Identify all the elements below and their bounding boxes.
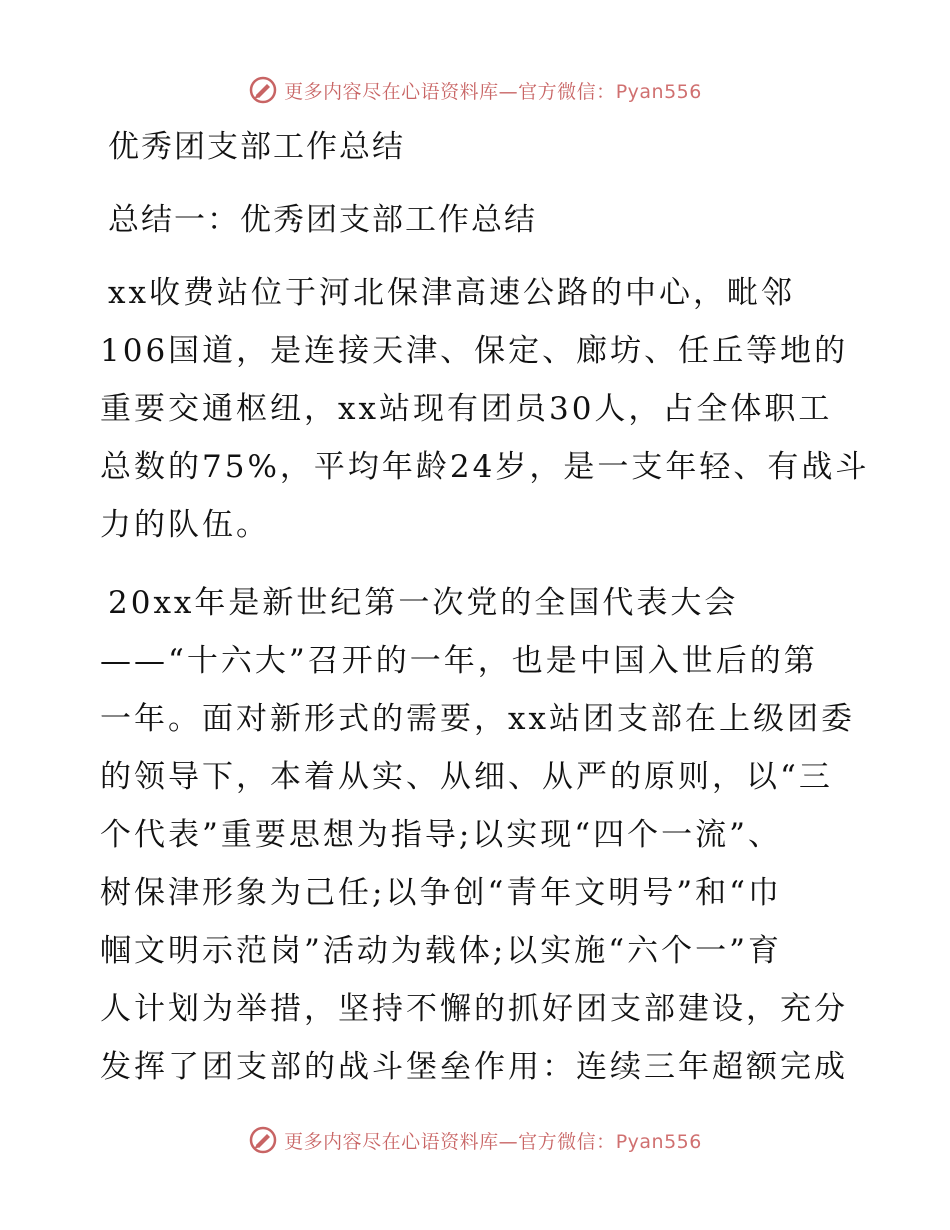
document-title: 优秀团支部工作总结: [108, 129, 405, 165]
paragraph-line: xx收费站位于河北保津高速公路的中心，毗邻: [108, 275, 795, 311]
paragraph-line: 力的队伍。: [100, 507, 270, 543]
paragraph-line: 一年。面对新形式的需要，xx站团支部在上级团委: [100, 701, 855, 737]
paragraph-line: 20xx年是新世纪第一次党的全国代表大会: [108, 585, 739, 621]
paragraph-line: 个代表”重要思想为指导;以实现“四个一流”、: [100, 817, 782, 853]
paragraph-line: 重要交通枢纽，xx站现有团员30人，占全体职工: [100, 391, 833, 427]
watermark-text: 更多内容尽在心语资料库—官方微信：Pyan556: [284, 80, 702, 103]
brand-logo-icon: [248, 1125, 278, 1155]
paragraph-line: 总数的75%，平均年龄24岁，是一支年轻、有战斗: [100, 449, 870, 485]
document-subtitle: 总结一：优秀团支部工作总结: [108, 202, 537, 238]
footer-watermark: [0, 1120, 950, 1160]
paragraph-line: 帼文明示范岗”活动为载体;以实施“六个一”育: [100, 933, 782, 969]
paragraph-line: 的领导下，本着从实、从细、从严的原则，以“三: [100, 759, 833, 795]
paragraph-line: 树保津形象为己任;以争创“青年文明号”和“巾: [100, 875, 782, 911]
paragraph-line: 人计划为举措，坚持不懈的抓好团支部建设，充分: [100, 991, 848, 1027]
watermark-group: [248, 1125, 702, 1155]
watermark-text: 更多内容尽在心语资料库—官方微信：Pyan556: [284, 1130, 702, 1153]
paragraph-line: 发挥了团支部的战斗堡垒作用：连续三年超额完成: [100, 1049, 848, 1085]
paragraph-line: ——“十六大”召开的一年，也是中国入世后的第: [100, 643, 818, 679]
document-body: [100, 120, 870, 1096]
paragraph-line: 106国道，是连接天津、保定、廊坊、任丘等地的: [100, 333, 849, 369]
paragraph-2: [100, 574, 860, 1096]
brand-logo-icon: [248, 75, 278, 105]
paragraph-1: [100, 264, 870, 554]
header-watermark: [0, 70, 950, 110]
watermark-group: [248, 75, 702, 105]
